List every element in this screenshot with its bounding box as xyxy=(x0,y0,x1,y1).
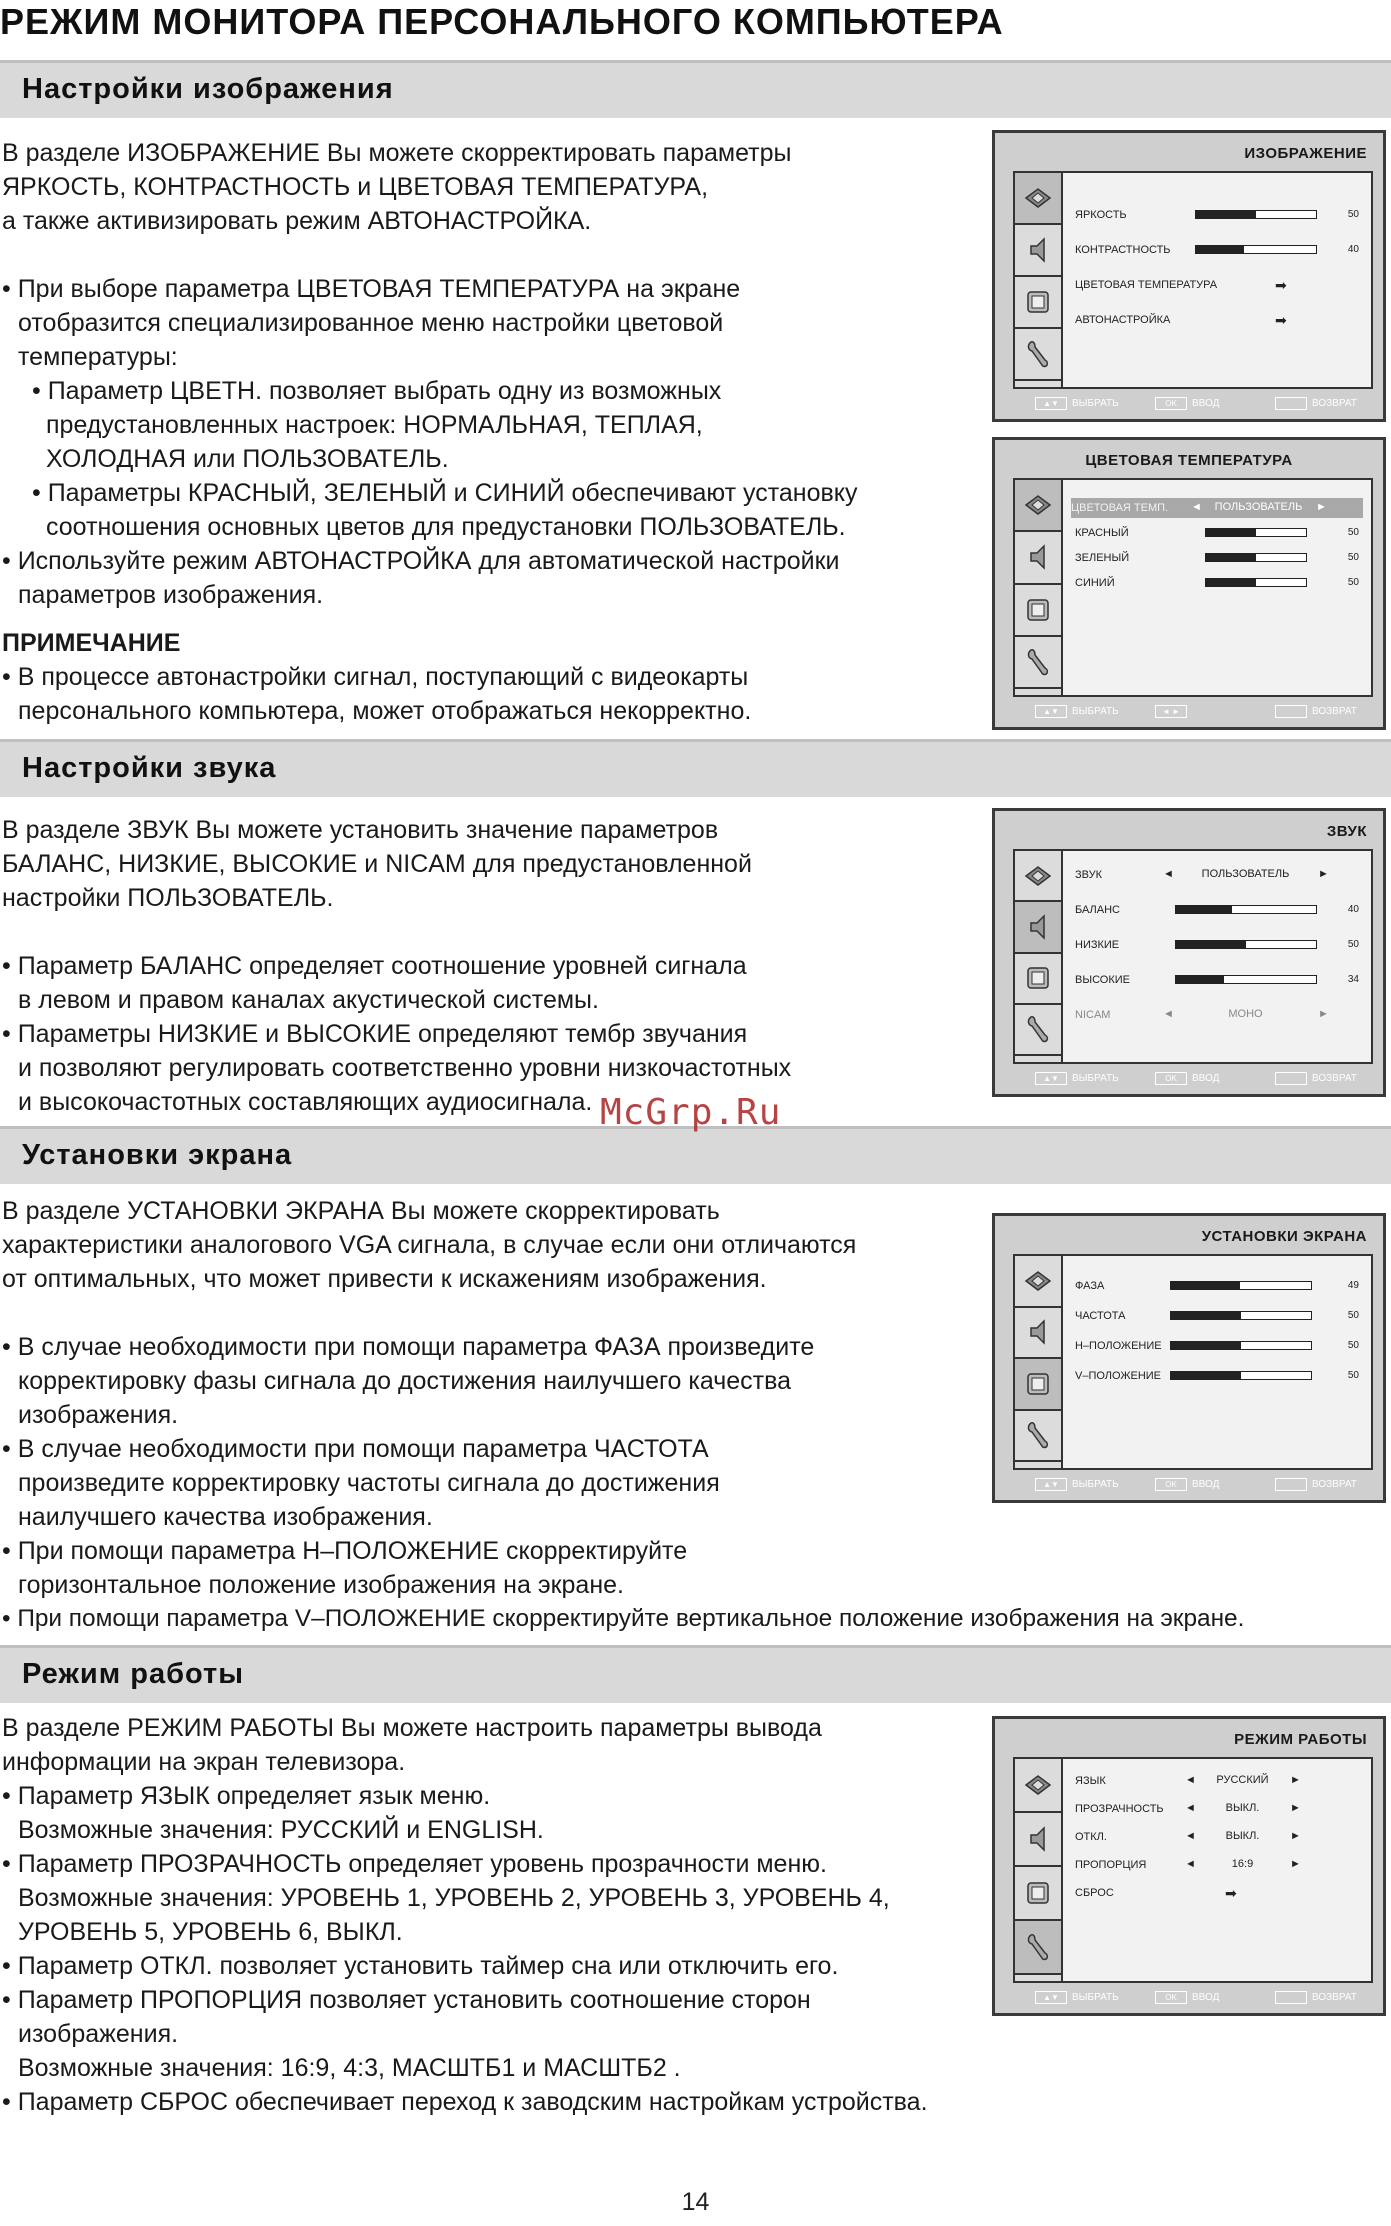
footer-select xyxy=(1035,1478,1119,1491)
wrench-icon xyxy=(1025,1014,1051,1044)
text-line: • В случае необходимости при помощи параметра ФАЗА произведите xyxy=(2,1333,815,1361)
arrow-left-icon[interactable]: ◄ xyxy=(1163,1008,1174,1020)
osd-slider[interactable] xyxy=(1170,1341,1312,1350)
arrow-right-icon[interactable]: ► xyxy=(1318,1008,1329,1020)
submenu-arrow-icon[interactable]: ➡ xyxy=(1225,1885,1237,1901)
footer-back xyxy=(1275,1478,1357,1491)
text-line: • При помощи параметра H–ПОЛОЖЕНИЕ скорректируйте xyxy=(2,1537,688,1565)
footer-enter-label: ВВОД xyxy=(1192,398,1220,409)
speaker-icon xyxy=(1025,235,1051,265)
osd-panel xyxy=(1013,171,1373,389)
text-line: параметров изображения. xyxy=(18,581,324,609)
text-line: • Параметр БАЛАНС определяет соотношение уровней сигнала xyxy=(2,952,747,980)
footer-back xyxy=(1275,1991,1357,2004)
osd-slider[interactable] xyxy=(1205,553,1307,562)
text-line: изображения. xyxy=(18,1401,179,1429)
osd-slider-value: 50 xyxy=(1347,1370,1359,1381)
speaker-icon xyxy=(1025,912,1051,942)
text-line: информации на экран телевизора. xyxy=(2,1748,406,1776)
footer-back-label: ВОЗВРАТ xyxy=(1312,1992,1357,2003)
osd-tab-screen[interactable] xyxy=(1015,277,1061,329)
osd-tab-column xyxy=(1015,851,1063,1062)
screen-icon xyxy=(1024,288,1052,316)
osd-row-label: ЗВУК xyxy=(1075,869,1103,881)
osd-row[interactable] xyxy=(1075,970,1363,990)
osd-slider-value: 50 xyxy=(1347,209,1359,220)
text-line: ЯРКОСТЬ, КОНТРАСТНОСТЬ и ЦВЕТОВАЯ ТЕМПЕРАТУРА, xyxy=(2,173,709,201)
osd-title: ЗВУК xyxy=(1326,823,1367,840)
osd-row[interactable] xyxy=(1075,1827,1363,1847)
osd-row[interactable] xyxy=(1075,310,1363,330)
text-line: в левом и правом каналах акустической системы. xyxy=(18,986,599,1014)
picture-icon xyxy=(1023,1772,1053,1798)
osd-slider-value: 50 xyxy=(1347,527,1359,538)
arrow-right-icon[interactable]: ► xyxy=(1290,1830,1301,1842)
osd-row-label: ОТКЛ. xyxy=(1075,1831,1107,1843)
osd-tab-column xyxy=(1015,1256,1063,1468)
section-heading-mode-label: Режим работы xyxy=(22,1658,244,1690)
osd-menu-screen-settings xyxy=(992,1213,1386,1503)
osd-tab-picture[interactable] xyxy=(1015,851,1061,902)
osd-row[interactable] xyxy=(1075,865,1363,885)
osd-panel xyxy=(1013,849,1373,1064)
osd-menu-sound xyxy=(992,808,1386,1097)
footer-back xyxy=(1275,705,1357,718)
osd-slider[interactable] xyxy=(1170,1311,1312,1320)
section-heading-sound-label: Настройки звука xyxy=(22,752,277,784)
arrow-left-icon[interactable]: ◄ xyxy=(1185,1802,1196,1814)
footer-enter xyxy=(1155,1072,1219,1085)
osd-slider-fill xyxy=(1171,1312,1241,1319)
osd-row[interactable] xyxy=(1071,498,1363,518)
section-heading-screen-label: Установки экрана xyxy=(22,1139,293,1171)
footer-select-key: ▲▼ xyxy=(1035,397,1067,410)
note-heading: ПРИМЕЧАНИЕ xyxy=(2,629,181,657)
osd-slider-fill xyxy=(1171,1342,1241,1349)
footer-enter-label: ВВОД xyxy=(1192,1073,1220,1084)
footer-back-label: ВОЗВРАТ xyxy=(1312,1479,1357,1490)
osd-row[interactable] xyxy=(1075,1306,1363,1326)
text-line: изображения. xyxy=(18,2020,179,2048)
section-heading-mode xyxy=(0,1645,1391,1703)
osd-tab-screen[interactable] xyxy=(1015,1359,1061,1411)
text-line: персонального компьютера, может отображаться некорректно. xyxy=(18,697,752,725)
page-title: РЕЖИМ МОНИТОРА ПЕРСОНАЛЬНОГО КОМПЬЮТЕРА xyxy=(0,1,1004,42)
osd-tab-picture[interactable] xyxy=(1015,173,1061,225)
footer-select-key: ▲▼ xyxy=(1035,1991,1067,2004)
footer-enter xyxy=(1155,1478,1219,1491)
osd-slider-value: 50 xyxy=(1347,577,1359,588)
osd-tab-tool[interactable] xyxy=(1015,329,1061,381)
osd-slider[interactable] xyxy=(1195,245,1317,254)
text-line: • Параметр СБРОС обеспечивает переход к заводским настройкам устройства. xyxy=(2,2088,928,2116)
text-line: произведите корректировку частоты сигнала до достижения xyxy=(18,1469,720,1497)
text-line: • Параметры КРАСНЫЙ, ЗЕЛЕНЫЙ и СИНИЙ обеспечивают установку xyxy=(32,479,858,507)
osd-row[interactable] xyxy=(1075,935,1363,955)
osd-slider-fill xyxy=(1206,529,1256,536)
arrow-left-icon[interactable]: ◄ xyxy=(1185,1830,1196,1842)
osd-row-label: ЦВЕТОВАЯ ТЕМП. xyxy=(1071,502,1169,514)
speaker-icon xyxy=(1025,542,1051,572)
screen-icon xyxy=(1024,1370,1052,1398)
text-line: характеристики аналогового VGA сигнала, в случае если они отличаются xyxy=(2,1231,857,1259)
text-line: В разделе ЗВУК Вы можете установить значение параметров xyxy=(2,816,719,844)
osd-row[interactable] xyxy=(1075,205,1363,225)
osd-tab-picture[interactable] xyxy=(1015,480,1061,532)
osd-menu-picture xyxy=(992,130,1386,422)
text-line: • В процессе автонастройки сигнал, поступающий с видеокарты xyxy=(2,663,749,691)
osd-rows xyxy=(1075,851,1363,1062)
watermark: McGrp.Ru xyxy=(600,1092,782,1133)
footer-select-label: ВЫБРАТЬ xyxy=(1072,398,1119,409)
text-line: • Используйте режим АВТОНАСТРОЙКА для автоматической настройки xyxy=(2,547,840,575)
footer-enter xyxy=(1155,1991,1219,2004)
osd-option-value: ВЫКЛ. xyxy=(1225,1802,1260,1814)
picture-icon xyxy=(1023,492,1053,518)
osd-slider-fill xyxy=(1176,941,1246,948)
arrow-left-icon[interactable]: ◄ xyxy=(1185,1858,1196,1870)
picture-icon xyxy=(1023,185,1053,211)
text-line: температуры: xyxy=(18,343,178,371)
footer-enter-label: ВВОД xyxy=(1192,1479,1220,1490)
wrench-icon xyxy=(1025,339,1051,369)
osd-slider-fill xyxy=(1196,246,1244,253)
osd-tab-sound[interactable] xyxy=(1015,532,1061,584)
text-line: • Параметр ПРОПОРЦИЯ позволяет установить соотношение сторон xyxy=(2,1986,811,2014)
speaker-icon xyxy=(1025,1317,1051,1347)
osd-row[interactable] xyxy=(1075,1276,1363,1296)
text-line: настройки ПОЛЬЗОВАТЕЛЬ. xyxy=(2,884,334,912)
footer-select xyxy=(1035,705,1119,718)
osd-panel xyxy=(1013,478,1373,697)
text-line: предустановленных настроек: НОРМАЛЬНАЯ, ТЕПЛАЯ, xyxy=(46,411,703,439)
osd-slider[interactable] xyxy=(1170,1281,1312,1290)
arrow-left-icon[interactable]: ◄ xyxy=(1185,1774,1196,1786)
osd-row-label: ВЫСОКИЕ xyxy=(1075,974,1130,986)
footer-back-key xyxy=(1275,1478,1307,1491)
section-heading-picture-label: Настройки изображения xyxy=(22,73,394,105)
section-mode-text xyxy=(2,1711,928,2119)
osd-row[interactable] xyxy=(1075,548,1363,568)
osd-tab-column xyxy=(1015,173,1063,387)
osd-slider[interactable] xyxy=(1205,528,1307,537)
osd-option-value: МОНО xyxy=(1228,1008,1263,1020)
osd-title: ИЗОБРАЖЕНИЕ xyxy=(1244,145,1367,162)
osd-row-label: КОНТРАСТНОСТЬ xyxy=(1075,244,1171,256)
text-line: ХОЛОДНАЯ или ПОЛЬЗОВАТЕЛЬ. xyxy=(46,445,449,473)
osd-row[interactable] xyxy=(1075,1799,1363,1819)
text-line: • Параметр ЯЗЫК определяет язык меню. xyxy=(2,1782,491,1810)
osd-rows xyxy=(1075,173,1363,387)
osd-tab-screen[interactable] xyxy=(1015,585,1061,637)
osd-row[interactable] xyxy=(1075,523,1363,543)
text-line: • При помощи параметра V–ПОЛОЖЕНИЕ скорректируйте вертикальное положение изображения на экране. xyxy=(2,1605,1245,1632)
osd-tab-picture[interactable] xyxy=(1015,1256,1061,1308)
osd-slider-fill xyxy=(1196,211,1256,218)
wrench-icon xyxy=(1025,1932,1051,1962)
osd-slider-value: 34 xyxy=(1347,974,1359,985)
picture-icon xyxy=(1023,1268,1053,1294)
osd-slider[interactable] xyxy=(1205,578,1307,587)
osd-footer xyxy=(1035,1478,1373,1494)
osd-row-label: NICAM xyxy=(1075,1009,1111,1021)
section-sound-text xyxy=(2,813,791,1119)
submenu-arrow-icon[interactable]: ➡ xyxy=(1275,312,1287,328)
arrow-right-icon[interactable]: ► xyxy=(1318,868,1329,880)
osd-slider[interactable] xyxy=(1175,975,1317,984)
osd-tab-tool[interactable] xyxy=(1015,637,1061,689)
section-heading-picture xyxy=(0,60,1391,118)
osd-option-value: 16:9 xyxy=(1231,1858,1254,1870)
osd-tab-screen[interactable] xyxy=(1015,1867,1061,1921)
osd-option-value: ПОЛЬЗОВАТЕЛЬ xyxy=(1201,868,1290,880)
text-line: В разделе УСТАНОВКИ ЭКРАНА Вы можете скорректировать xyxy=(2,1197,720,1225)
text-line: БАЛАНС, НИЗКИЕ, ВЫСОКИЕ и NICAM для предустановленной xyxy=(2,850,752,878)
footer-enter xyxy=(1155,397,1219,410)
osd-row[interactable] xyxy=(1075,1336,1363,1356)
osd-slider[interactable] xyxy=(1170,1371,1312,1380)
osd-row-label: КРАСНЫЙ xyxy=(1075,527,1129,539)
osd-tab-sound[interactable] xyxy=(1015,225,1061,277)
arrow-left-icon[interactable]: ◄ xyxy=(1163,868,1174,880)
osd-row-label: ПРОПОРЦИЯ xyxy=(1075,1859,1147,1871)
osd-slider[interactable] xyxy=(1175,940,1317,949)
text-line: от оптимальных, что может привести к искажениям изображения. xyxy=(2,1265,767,1293)
osd-rows xyxy=(1071,480,1363,695)
osd-tab-tool[interactable] xyxy=(1015,1411,1061,1463)
osd-slider-fill xyxy=(1171,1282,1240,1289)
osd-slider-value: 50 xyxy=(1347,939,1359,950)
footer-back xyxy=(1275,397,1357,410)
osd-menu-operating-mode xyxy=(992,1716,1386,2016)
footer-back-label: ВОЗВРАТ xyxy=(1312,398,1357,409)
osd-row-label: ФАЗА xyxy=(1075,1280,1105,1292)
osd-row-label: ЯЗЫК xyxy=(1075,1775,1106,1787)
osd-footer xyxy=(1035,705,1373,721)
osd-slider[interactable] xyxy=(1195,210,1317,219)
osd-slider-value: 50 xyxy=(1347,552,1359,563)
osd-option-value: ВЫКЛ. xyxy=(1225,1830,1260,1842)
text-line: • При выборе параметра ЦВЕТОВАЯ ТЕМПЕРАТУРА на экране xyxy=(2,275,741,303)
footer-adjust xyxy=(1155,705,1187,718)
footer-back-key xyxy=(1275,1991,1307,2004)
osd-tab-tool[interactable] xyxy=(1015,1005,1061,1056)
osd-footer xyxy=(1035,1991,1373,2007)
osd-slider-value: 40 xyxy=(1347,244,1359,255)
footer-select xyxy=(1035,1072,1119,1085)
footer-select xyxy=(1035,397,1119,410)
osd-slider-value: 50 xyxy=(1347,1310,1359,1321)
osd-rows xyxy=(1075,1256,1363,1468)
osd-row-label: ЗЕЛЕНЫЙ xyxy=(1075,552,1130,564)
text-line: • Параметр ОТКЛ. позволяет установить таймер сна или отключить его. xyxy=(2,1952,839,1980)
osd-row[interactable] xyxy=(1075,1883,1363,1903)
osd-row[interactable] xyxy=(1075,573,1363,593)
screen-icon xyxy=(1024,1879,1052,1907)
screen-icon xyxy=(1024,596,1052,624)
picture-icon xyxy=(1023,863,1053,889)
text-line: и высокочастотных составляющих аудиосигнала. xyxy=(18,1088,593,1116)
arrow-right-icon[interactable]: ► xyxy=(1290,1802,1301,1814)
osd-row[interactable] xyxy=(1075,1855,1363,1875)
osd-tab-column xyxy=(1015,480,1063,695)
text-line: соотношения основных цветов для предустановки ПОЛЬЗОВАТЕЛЬ. xyxy=(46,513,846,541)
footer-back-key xyxy=(1275,705,1307,718)
osd-row[interactable] xyxy=(1075,275,1363,295)
wrench-icon xyxy=(1025,647,1051,677)
footer-back-key xyxy=(1275,1072,1307,1085)
footer-enter-label: ВВОД xyxy=(1192,1992,1220,2003)
footer-back-label: ВОЗВРАТ xyxy=(1312,1073,1357,1084)
osd-row-label: ЦВЕТОВАЯ ТЕМПЕРАТУРА xyxy=(1075,279,1218,291)
text-line: наилучшего качества изображения. xyxy=(18,1503,433,1531)
section-heading-sound xyxy=(0,739,1391,797)
osd-row-label: БАЛАНС xyxy=(1075,904,1120,916)
footer-back-key xyxy=(1275,397,1307,410)
text-line: • Параметр ПРОЗРАЧНОСТЬ определяет уровень прозрачности меню. xyxy=(2,1850,827,1878)
osd-title: РЕЖИМ РАБОТЫ xyxy=(1234,1731,1367,1748)
text-line: и позволяют регулировать соответственно уровни низкочастотных xyxy=(18,1054,792,1082)
osd-tab-sound[interactable] xyxy=(1015,1308,1061,1360)
speaker-icon xyxy=(1025,1824,1051,1854)
footer-select-label: ВЫБРАТЬ xyxy=(1072,1479,1119,1490)
text-line: горизонтальное положение изображения на экране. xyxy=(18,1571,624,1599)
text-line: В разделе ИЗОБРАЖЕНИЕ Вы можете скорректировать параметры xyxy=(2,139,792,167)
osd-title: ЦВЕТОВАЯ ТЕМПЕРАТУРА xyxy=(1085,452,1293,469)
footer-select-label: ВЫБРАТЬ xyxy=(1072,706,1119,717)
arrow-right-icon[interactable]: ► xyxy=(1290,1858,1301,1870)
arrow-right-icon[interactable]: ► xyxy=(1316,501,1327,513)
section-picture-text xyxy=(2,136,857,728)
osd-row-label: ПРОЗРАЧНОСТЬ xyxy=(1075,1803,1164,1815)
arrow-right-icon[interactable]: ► xyxy=(1290,1774,1301,1786)
osd-row-label: ЯРКОСТЬ xyxy=(1075,209,1127,221)
osd-row-label: V–ПОЛОЖЕНИЕ xyxy=(1075,1370,1162,1382)
text-line: Возможные значения: 16:9, 4:3, МАСШТБ1 и МАСШТБ2 . xyxy=(18,2054,681,2082)
section-heading-screen xyxy=(0,1126,1391,1184)
footer-back-label: ВОЗВРАТ xyxy=(1312,706,1357,717)
osd-slider-fill xyxy=(1176,976,1224,983)
osd-row-label: СБРОС xyxy=(1075,1887,1114,1899)
osd-row-label: НИЗКИЕ xyxy=(1075,939,1120,951)
osd-row-label: H–ПОЛОЖЕНИЕ xyxy=(1075,1340,1162,1352)
osd-slider-value: 50 xyxy=(1347,1340,1359,1351)
text-line: Возможные значения: УРОВЕНЬ 1, УРОВЕНЬ 2, УРОВЕНЬ 3, УРОВЕНЬ 4, xyxy=(18,1884,890,1912)
osd-option-value: ПОЛЬЗОВАТЕЛЬ xyxy=(1214,501,1303,513)
text-line: • В случае необходимости при помощи параметра ЧАСТОТА xyxy=(2,1435,709,1463)
footer-select-label: ВЫБРАТЬ xyxy=(1072,1073,1119,1084)
osd-row-label: АВТОНАСТРОЙКА xyxy=(1075,314,1171,326)
submenu-arrow-icon[interactable]: ➡ xyxy=(1275,277,1287,293)
osd-tab-sound[interactable] xyxy=(1015,902,1061,953)
footer-select xyxy=(1035,1991,1119,2004)
text-line: В разделе РЕЖИМ РАБОТЫ Вы можете настроить параметры вывода xyxy=(2,1714,822,1742)
osd-row[interactable] xyxy=(1075,1366,1363,1386)
footer-select-key: ▲▼ xyxy=(1035,705,1067,718)
osd-panel xyxy=(1013,1757,1373,1983)
osd-option-value: РУССКИЙ xyxy=(1216,1774,1269,1786)
osd-rows xyxy=(1075,1759,1363,1981)
wrench-icon xyxy=(1025,1420,1051,1450)
footer-enter-key: OK xyxy=(1155,1072,1187,1085)
footer-back xyxy=(1275,1072,1357,1085)
osd-menu-color-temperature xyxy=(992,437,1386,730)
text-line: отобразится специализированное меню настройки цветовой xyxy=(18,309,724,337)
osd-tab-screen[interactable] xyxy=(1015,954,1061,1005)
osd-slider-fill xyxy=(1171,1372,1241,1379)
osd-footer xyxy=(1035,397,1373,413)
footer-select-key: ▲▼ xyxy=(1035,1072,1067,1085)
osd-slider-fill xyxy=(1206,579,1256,586)
osd-row[interactable] xyxy=(1075,900,1363,920)
osd-row-label: СИНИЙ xyxy=(1075,577,1115,589)
footer-select-key: ▲▼ xyxy=(1035,1478,1067,1491)
text-line: • Параметры НИЗКИЕ и ВЫСОКИЕ определяют тембр звучания xyxy=(2,1020,748,1048)
osd-row[interactable] xyxy=(1075,1771,1363,1791)
osd-row[interactable] xyxy=(1075,240,1363,260)
text-line: Возможные значения: РУССКИЙ и ENGLISH. xyxy=(18,1816,544,1844)
footer-enter-key: OK xyxy=(1155,1991,1187,2004)
osd-title: УСТАНОВКИ ЭКРАНА xyxy=(1201,1228,1367,1245)
osd-slider[interactable] xyxy=(1175,905,1317,914)
footer-enter-key: OK xyxy=(1155,397,1187,410)
osd-tab-picture[interactable] xyxy=(1015,1759,1061,1813)
text-line: а также активизировать режим АВТОНАСТРОЙКА. xyxy=(2,207,592,235)
osd-footer xyxy=(1035,1072,1373,1088)
osd-tab-sound[interactable] xyxy=(1015,1813,1061,1867)
osd-tab-column xyxy=(1015,1759,1063,1981)
text-line: • Параметр ЦВЕТН. позволяет выбрать одну из возможных xyxy=(32,377,722,405)
screen-icon xyxy=(1024,964,1052,992)
footer-enter-key: OK xyxy=(1155,1478,1187,1491)
osd-row-label: ЧАСТОТА xyxy=(1075,1310,1126,1322)
osd-tab-tool[interactable] xyxy=(1015,1921,1061,1975)
osd-panel xyxy=(1013,1254,1373,1470)
arrow-left-icon[interactable]: ◄ xyxy=(1191,501,1202,513)
footer-select-label: ВЫБРАТЬ xyxy=(1072,1992,1119,2003)
osd-slider-value: 49 xyxy=(1347,1280,1359,1291)
page-number: 14 xyxy=(681,2188,710,2216)
osd-slider-fill xyxy=(1206,554,1256,561)
text-line: УРОВЕНЬ 5, УРОВЕНЬ 6, ВЫКЛ. xyxy=(18,1918,403,1946)
osd-row[interactable] xyxy=(1075,1005,1363,1025)
text-line: корректировку фазы сигнала до достижения наилучшего качества xyxy=(18,1367,792,1395)
osd-slider-fill xyxy=(1176,906,1232,913)
footer-adjust-key: ◄ ► xyxy=(1155,705,1187,718)
osd-slider-value: 40 xyxy=(1347,904,1359,915)
